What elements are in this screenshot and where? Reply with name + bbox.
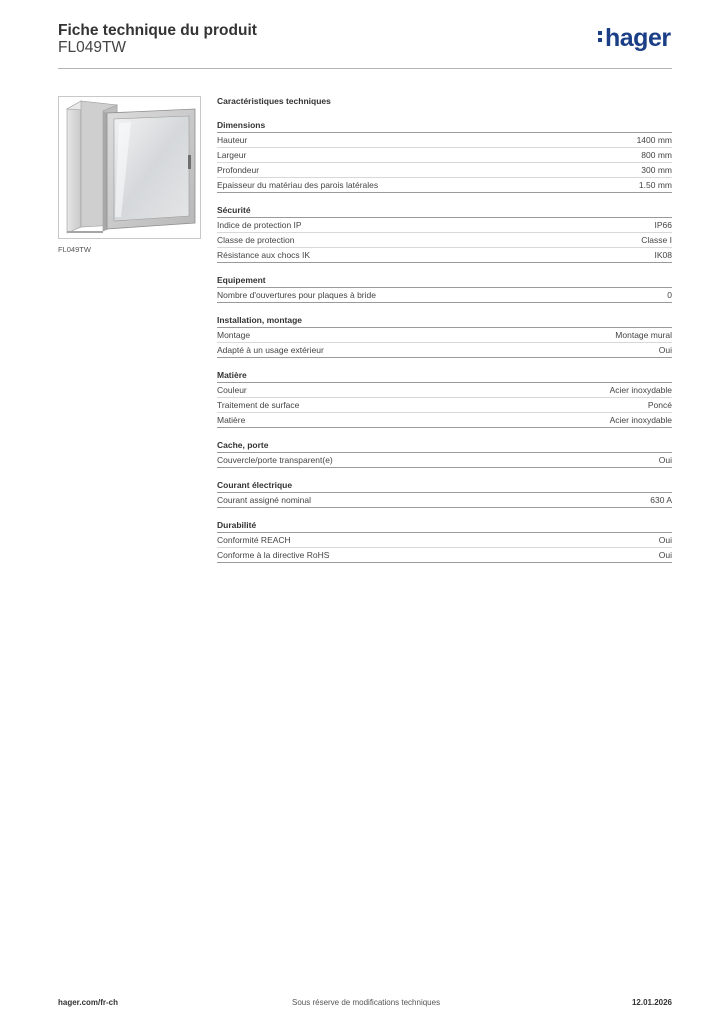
technical-specs [217, 96, 672, 563]
section-heading: Cache, porte [217, 440, 672, 453]
spec-row [217, 148, 672, 163]
spec-section [217, 520, 672, 563]
section-heading: Matière [217, 370, 672, 383]
section-heading: Courant électrique [217, 480, 672, 493]
spec-value: Poncé [647, 400, 672, 410]
spec-row [217, 493, 672, 508]
spec-value: 1.50 mm [638, 180, 672, 190]
section-heading: Dimensions [217, 120, 672, 133]
spec-value: Oui [658, 535, 672, 545]
spec-value: Acier inoxydable [609, 415, 672, 425]
spec-value: 1400 mm [636, 135, 672, 145]
spec-value: 0 [667, 290, 672, 300]
spec-section [217, 205, 672, 263]
spec-label: Profondeur [217, 165, 260, 175]
spec-section [217, 370, 672, 428]
spec-sections [217, 120, 672, 563]
spec-row [217, 413, 672, 428]
spec-label: Largeur [217, 150, 247, 160]
spec-value: Oui [658, 455, 672, 465]
spec-label: Traitement de surface [217, 400, 300, 410]
product-code: FL049TW [58, 39, 127, 56]
spec-value: 800 mm [641, 150, 672, 160]
steel-enclosure-icon [59, 97, 200, 238]
spec-label: Courant assigné nominal [217, 495, 312, 505]
specs-title: Caractéristiques techniques [217, 96, 331, 106]
spec-label: Couleur [217, 385, 247, 395]
spec-row [217, 453, 672, 468]
spec-section [217, 120, 672, 193]
section-heading: Sécurité [217, 205, 672, 218]
spec-label: Adapté à un usage extérieur [217, 345, 324, 355]
spec-row [217, 178, 672, 193]
spec-section [217, 315, 672, 358]
spec-row [217, 133, 672, 148]
product-caption: FL049TW [58, 245, 91, 254]
section-heading: Installation, montage [217, 315, 672, 328]
spec-label: Couvercle/porte transparent(e) [217, 455, 333, 465]
spec-value: IP66 [654, 220, 672, 230]
spec-label: Indice de protection IP [217, 220, 302, 230]
spec-section [217, 275, 672, 303]
section-heading: Equipement [217, 275, 672, 288]
spec-value: Oui [658, 550, 672, 560]
spec-row [217, 248, 672, 263]
spec-label: Nombre d'ouvertures pour plaques à bride [217, 290, 376, 300]
spec-value: Classe I [641, 235, 672, 245]
product-image [58, 96, 201, 239]
section-heading: Durabilité [217, 520, 672, 533]
spec-row [217, 328, 672, 343]
spec-section [217, 440, 672, 468]
spec-label: Classe de protection [217, 235, 295, 245]
spec-value: 630 A [650, 495, 672, 505]
spec-label: Hauteur [217, 135, 248, 145]
spec-label: Montage [217, 330, 251, 340]
hager-logo[interactable] [598, 26, 671, 51]
spec-row [217, 398, 672, 413]
logo-text: hager [605, 24, 671, 52]
spec-value: 300 mm [641, 165, 672, 175]
footer-date: 12.01.2026 [631, 998, 672, 1007]
spec-value: Acier inoxydable [609, 385, 672, 395]
spec-row [217, 548, 672, 563]
spec-row [217, 163, 672, 178]
spec-row [217, 383, 672, 398]
spec-row [217, 343, 672, 358]
spec-value: Montage mural [615, 330, 672, 340]
page-title: Fiche technique du produit [58, 22, 257, 39]
spec-value: IK08 [654, 250, 672, 260]
spec-label: Epaisseur du matériau des parois latérales [217, 180, 379, 190]
spec-row [217, 218, 672, 233]
spec-row [217, 288, 672, 303]
spec-label: Conformité REACH [217, 535, 291, 545]
spec-label: Conforme à la directive RoHS [217, 550, 330, 560]
spec-label: Résistance aux chocs IK [217, 250, 311, 260]
logo-colon-icon [598, 30, 603, 44]
spec-section [217, 480, 672, 508]
spec-row [217, 533, 672, 548]
footer-notice: Sous réserve de modifications techniques [292, 998, 441, 1007]
spec-label: Matière [217, 415, 246, 425]
spec-value: Oui [658, 345, 672, 355]
header-divider [58, 68, 672, 69]
spec-row [217, 233, 672, 248]
footer-website-link[interactable]: hager.com/fr-ch [58, 998, 119, 1007]
